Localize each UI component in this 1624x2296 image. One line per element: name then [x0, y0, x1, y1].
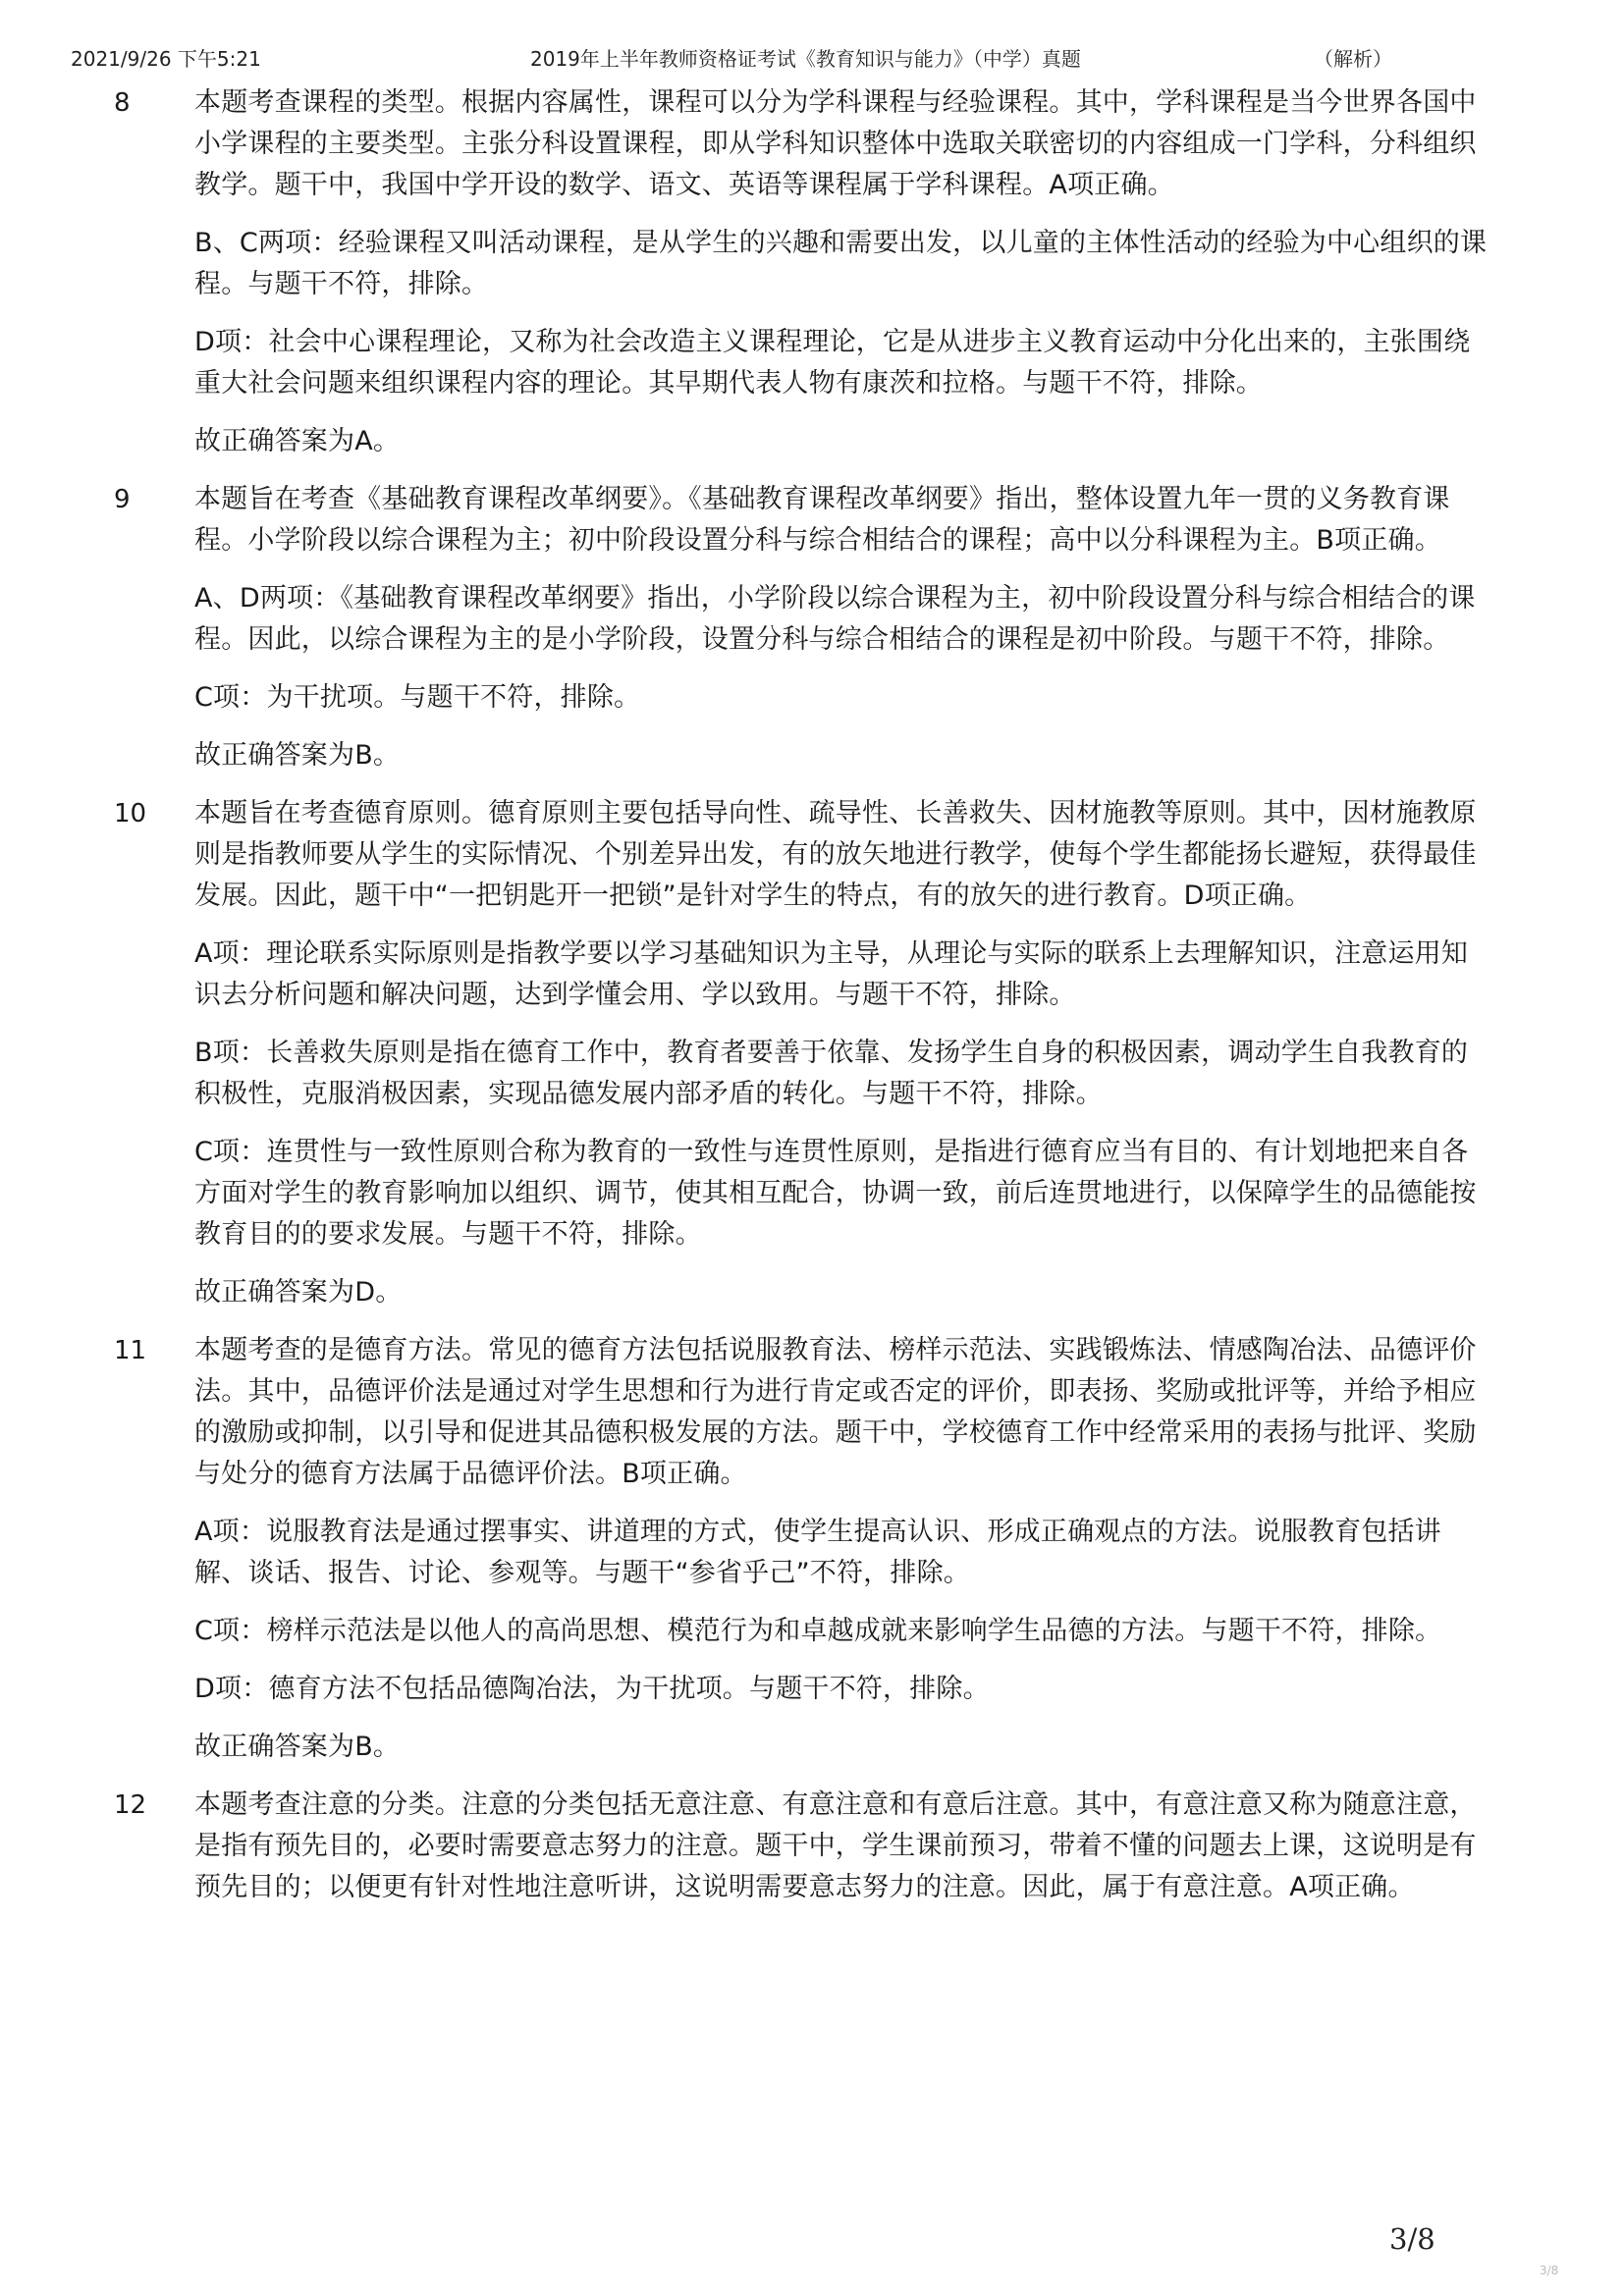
explanation-paragraph: A项：理论联系实际原则是指教学要以学习基础知识为主导，从理论与实际的联系上去理解知识，注意运用知识去分析问题和解决问题，达到学懂会用、学以致用。与题干不符，排除。 — [194, 938, 1469, 1010]
question-item — [0, 82, 1624, 462]
explanation-paragraph: A、D两项：《基础教育课程改革纲要》指出，小学阶段以综合课程为主，初中阶段设置分科与综合相结合的课程。因此，以综合课程为主的是小学阶段，设置分科与综合相结合的课程是初中阶段。与题干不符，排除。 — [194, 583, 1476, 655]
explanation-paragraph: 本题考查注意的分类。注意的分类包括无意注意、有意注意和有意后注意。其中，有意注意又称为随意注意，是指有预先目的，必要时需要意志努力的注意。题干中，学生课前预习，带着不懂的问题去上课，这说明是有预先目的；以便更有针对性地注意听讲，这说明需要意志努力的注意。因此，属于有意注意。A项正确。 — [194, 1789, 1477, 1902]
page-number: 3/8 — [1389, 2222, 1435, 2256]
explanation-paragraph: 本题考查的是德育方法。常见的德育方法包括说服教育法、榜样示范法、实践锻炼法、情感陶冶法、品德评价法。其中，品德评价法是通过对学生思想和行为进行肯定或否定的评价，即表扬、奖励或批评等，并给予相应的激励或抑制，以引导和促进其品德积极发展的方法。题干中，学校德育工作中经常采用的表扬与批评、奖励与处分的德育方法属于品德评价法。B项正确。 — [194, 1335, 1477, 1489]
question-item — [0, 1330, 1624, 1768]
question-item — [0, 1785, 1624, 1908]
question-number: 8 — [114, 88, 131, 118]
question-number: 11 — [114, 1336, 147, 1365]
document-title: 2019年上半年教师资格证考试《教育知识与能力》（中学）真题 — [530, 47, 1081, 71]
question-item — [0, 479, 1624, 776]
explanation-paragraph: 故正确答案为A。 — [194, 426, 401, 456]
explanation-paragraph: 本题考查课程的类型。根据内容属性，课程可以分为学科课程与经验课程。其中，学科课程是当今世界各国中小学课程的主要类型。主张分科设置课程，即从学科知识整体中选取关联密切的内容组成一门学科，分科组织教学。题干中，我国中学开设的数学、语文、英语等课程属于学科课程。A项正确。 — [194, 87, 1477, 200]
explanation-paragraph: C项：榜样示范法是以他人的高尚思想、模范行为和卓越成就来影响学生品德的方法。与题干不符，排除。 — [194, 1616, 1442, 1646]
explanation-paragraph: B项：长善救失原则是指在德育工作中，教育者要善于依靠、发扬学生自身的积极因素，调动学生自我教育的积极性，克服消极因素，实现品德发展内部矛盾的转化。与题干不符，排除。 — [194, 1038, 1469, 1109]
corner-mark: 3/8 — [1540, 2264, 1559, 2277]
explanation-paragraph: C项：为干扰项。与题干不符，排除。 — [194, 682, 641, 713]
explanation-paragraph: 本题旨在考查德育原则。德育原则主要包括导向性、疏导性、长善救失、因材施教等原则。其中，因材施教原则是指教师要从学生的实际情况、个别差异出发，有的放矢地进行教学，使每个学生都能扬长避短，获得最佳发展。因此，题干中“一把钥匙开一把锁”是针对学生的特点，有的放矢的进行教育。D项正确。 — [194, 798, 1477, 911]
explanation-paragraph: 故正确答案为B。 — [194, 1732, 401, 1762]
explanation-paragraph: A项：说服教育法是通过摆事实、讲道理的方式，使学生提高认识、形成正确观点的方法。说服教育包括讲解、谈话、报告、讨论、参观等。与题干“参省乎己”不符，排除。 — [194, 1517, 1441, 1588]
question-item — [0, 793, 1624, 1313]
print-datetime: 2021/9/26 下午5:21 — [71, 47, 261, 71]
question-number: 9 — [114, 485, 131, 514]
explanation-paragraph: 故正确答案为D。 — [194, 1277, 403, 1308]
explanation-paragraph: D项：德育方法不包括品德陶冶法，为干扰项。与题干不符，排除。 — [194, 1674, 990, 1704]
page-header — [0, 43, 1624, 73]
answer-explanations — [0, 82, 1624, 1925]
explanation-paragraph: 本题旨在考查《基础教育课程改革纲要》。《基础教育课程改革纲要》指出，整体设置九年一贯的义务教育课程。小学阶段以综合课程为主；初中阶段设置分科与综合相结合的课程；高中以分科课程为主。B项正确。 — [194, 484, 1450, 556]
question-number: 12 — [114, 1790, 147, 1820]
explanation-paragraph: D项：社会中心课程理论，又称为社会改造主义课程理论，它是从进步主义教育运动中分化出来的，主张围绕重大社会问题来组织课程内容的理论。其早期代表人物有康茨和拉格。与题干不符，排除。 — [194, 327, 1471, 399]
question-number: 10 — [114, 799, 147, 828]
explanation-paragraph: C项：连贯性与一致性原则合称为教育的一致性与连贯性原则，是指进行德育应当有目的、有计划地把来自各方面对学生的教育影响加以组织、调节，使其相互配合，协调一致，前后连贯地进行，以保障学生的品德能按教育目的的要求发展。与题干不符，排除。 — [194, 1137, 1477, 1250]
explanation-paragraph: 故正确答案为B。 — [194, 740, 401, 771]
explanation-paragraph: B、C两项：经验课程又叫活动课程，是从学生的兴趣和需要出发，以儿童的主体性活动的经验为中心组织的课程。与题干不符，排除。 — [194, 228, 1488, 299]
analysis-tag: （解析） — [1314, 47, 1392, 71]
